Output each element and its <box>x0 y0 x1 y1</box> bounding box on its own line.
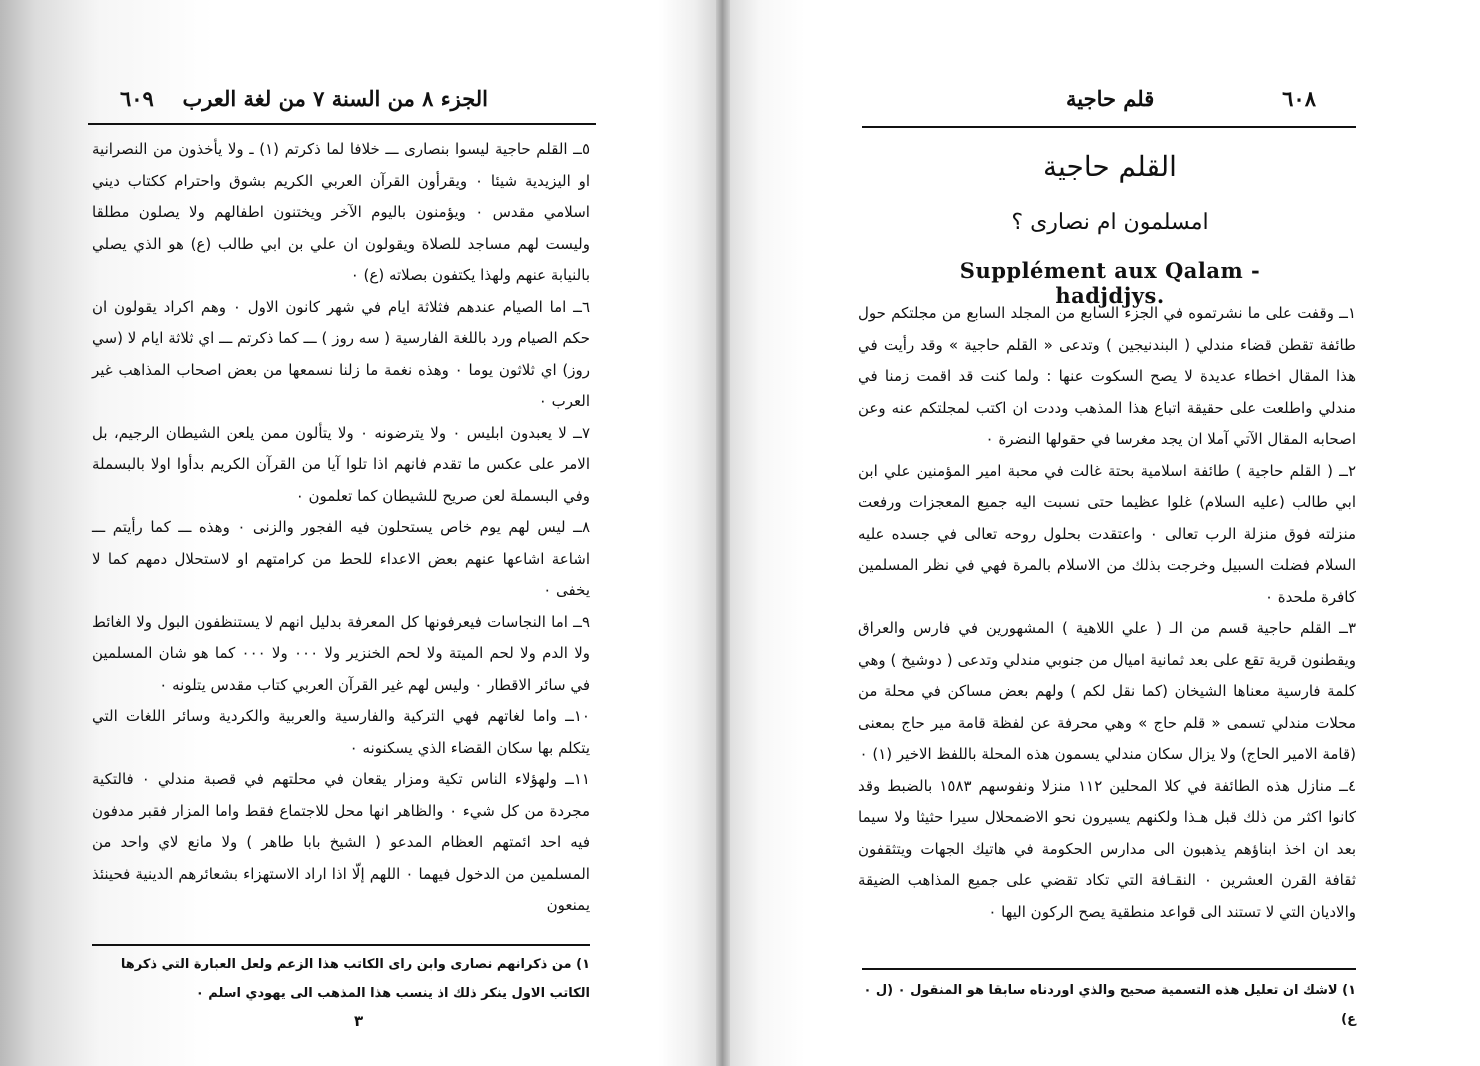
left-body-text <box>92 134 590 922</box>
article-title-french: Supplément aux Qalam - hadjdjys. <box>959 258 1261 308</box>
right-footnote: ١) لاشك ان تعليل هذه التسمية صحيح والذي اوردناه سابقا هو المنقول ٠ (ل ٠ ع) <box>863 983 1356 1027</box>
paragraph-6: ٦ــ اما الصيام عندهم فثلاثة ايام في شهر كانون الاول ٠ وهم اكراد يقولون ان حكم الصيام ورد باللغة الفارسية ( سه روز ) ـــ كما ذكرتم ـــ اي ثلاثة ايام لا (سي روز) اي ثلاثون يوما ٠ وهذه نغمة ما زلنا نسمعها من بعض اصحاب المذاهب غير العرب ٠ <box>92 297 591 410</box>
right-footnote-rule <box>862 968 1356 970</box>
paragraph-9: ٩ــ اما النجاسات فيعرفونها كل المعرفة بدليل انهم لا يستنظفون البول ولا الغائط ولا الدم ولا لحم الميتة ولا لحم الخنزير ولا ٠٠٠ ولا ٠٠٠ كما هو شان المسلمين في سائر الاقطار ٠ وليس لهم غير القرآن العربي كتاب مقدس يتلونه ٠ <box>92 612 590 694</box>
paragraph-8: ٨ــ ليس لهم يوم خاص يستحلون فيه الفجور والزنى ٠ وهذه ـــ كما رأيتم ـــ اشاعة اشاعها عنهم بعض الاعداء للحط من كرامتهم او لاستحلال دمهم كما لا يخفى ٠ <box>92 518 590 599</box>
right-page-number: ٦٠٨ <box>1282 86 1316 111</box>
paragraph-2: ٢ــ ( القلم حاجية ) طائفة اسلامية بحتة غالت في محبة امير المؤمنين علي ابن ابي طالب (عليه السلام) غلوا عظيما حتى نسبت اليه جميع المعجزات ورفعت منزلته فوق منزلة الرب تعالى ٠ واعتقدت بحلول روحه تعالى في جسده عليه السلام فضلت السبيل وخرجت بذلك من الاسلام بالمرة فهي في نظر المسلمين كافرة ملحدة ٠ <box>858 461 1357 606</box>
right-header-title: قلم حاجية <box>1066 86 1155 111</box>
article-title: القلم حاجية <box>1043 150 1177 183</box>
left-footnote-line-2: الكاتب الاول ينكر ذلك اذ ينسب هذا المذهب الى يهودي اسلم ٠ <box>195 986 590 1001</box>
right-body-text <box>858 298 1356 928</box>
signature-mark: ٣ <box>354 1012 364 1030</box>
paragraph-4: ٤ــ منازل هذه الطائفة في كلا المحلين ١١٢ منزلا ونفوسهم ١٥٨٣ بالضبط وقد كانوا اكثر من ذلك قبل هـذا ولكنهم يسيرون نحو الاضمحلال سيرا حثيثا ولا سيما بعد ان اخذ ابناؤهم يذهبون الى مدارس الحكومة في هاتيك الجهات ويتثقفون ثقافة القرن العشرين ٠ النقـافة التي تكاد تقضي على جميع المذاهب الضيقة والاديان التي لا تستند الى قواعد منطقية يصح الركون اليها ٠ <box>858 776 1356 921</box>
right-header-rule <box>862 126 1356 128</box>
book-gutter <box>716 0 730 1066</box>
left-page-number: ٦٠٩ <box>120 86 154 111</box>
paragraph-3: ٣ــ القلم حاجية قسم من الـ ( علي اللاهية ) المشهورين في فارس والعراق ويقطنون قرية تقع على بعد ثمانية اميال من جنوبي مندلي وتدعى ( دوشيخ ) وهي كلمة فارسية معناها الشيخان (كما نقل لكم ) ولهم بعض مساكن في محلة من محلات مندلي تسمى « قلم حاج » وهي محرفة عن لفظة قامة مير حاج بمعنى (قامة الامير الحاج) ولا يزال سكان مندلي يسمون هذه المحلة باللفظ الاخير (١) ٠ <box>858 619 1356 763</box>
paragraph-10: ١٠ــ واما لغاتهم فهي التركية والفارسية والعربية والكردية وسائر اللغات التي يتكلم بها سكان القضاء الذي يسكنونه ٠ <box>92 707 590 757</box>
left-header-rule <box>88 123 596 125</box>
article-subtitle: امسلمون ام نصارى ؟ <box>1011 210 1209 235</box>
left-page <box>0 0 716 1066</box>
right-page <box>730 0 1480 1066</box>
right-page-header <box>1066 86 1316 111</box>
left-header-title: الجزء ٨ من السنة ٧ من لغة العرب <box>182 86 488 111</box>
left-footnote-line-1: ١) من ذكرانهم نصارى وابن راى الكاتب هذا الزعم ولعل العبارة التي ذكرها <box>120 957 590 972</box>
paragraph-5: ٥ــ القلم حاجية ليسوا بنصارى ـــ خلافا لما ذكرتم (١) ـ ولا يأخذون من النصرانية او اليزيدية شيئا ٠ ويقرأون القرآن العربي الكريم بشوق واحترام ككتاب ديني اسلامي مقدس ٠ ويؤمنون باليوم الآخر ويختنون اطفالهم ولا يصلون مطلقا وليست لهم مساجد للصلاة ويقولون ان علي بن ابي طالب (ع) هو الذي يصلي بالنيابة عنهم ولهذا يكتفون بصلاته (ع) ٠ <box>92 140 591 284</box>
paragraph-11: ١١ــ ولهؤلاء الناس تكية ومزار يقعان في محلتهم في قصبة مندلي ٠ فالتكية مجردة من كل شيء ٠ والظاهر انها محل للاجتماع فقط واما المزار فقبر مدفون فيه احد ائمتهم العظام المدعو ( الشيخ بابا طاهر ) ولا مانع لاي واحد من المسلمين من الدخول فيهما ٠ اللهم إلّا اذا اراد الاستهزاء بشعائرهم الدينية فحينئذ يمنعون <box>92 770 590 914</box>
paragraph-1: ١ــ وقفت على ما نشرتموه في الجزء السابع من المجلد السابع من مجلتكم حول طائفة تقطن قضاء مندلي ( البندنيجين ) وتدعى « القلم حاجية » وقد رأيت في هذا المقال اخطاء عديدة لا يصح السكوت عنها : ولما كنت قد اقمت زمنا في مندلي واطلعت على حقيقة اتباع هذا المذهب وددت ان اكتب لمجلتكم عنه وعن اصحابه المقال الآتي آملا ان يجد مغرسا في حقولها النضرة ٠ <box>858 304 1356 448</box>
left-page-header <box>120 86 488 111</box>
paragraph-7: ٧ــ لا يعبدون ابليس ٠ ولا يترضونه ٠ ولا يتألون ممن يلعن الشيطان الرجيم، بل الامر على عكس ما تقدم فانهم اذا تلوا آيا من القرآن الكريم بدأوا اولا بالبسملة وفي البسملة لعن صريح للشيطان كما تعلمون ٠ <box>92 423 590 505</box>
left-footnote <box>92 950 590 1008</box>
left-footnote-rule <box>92 944 590 946</box>
